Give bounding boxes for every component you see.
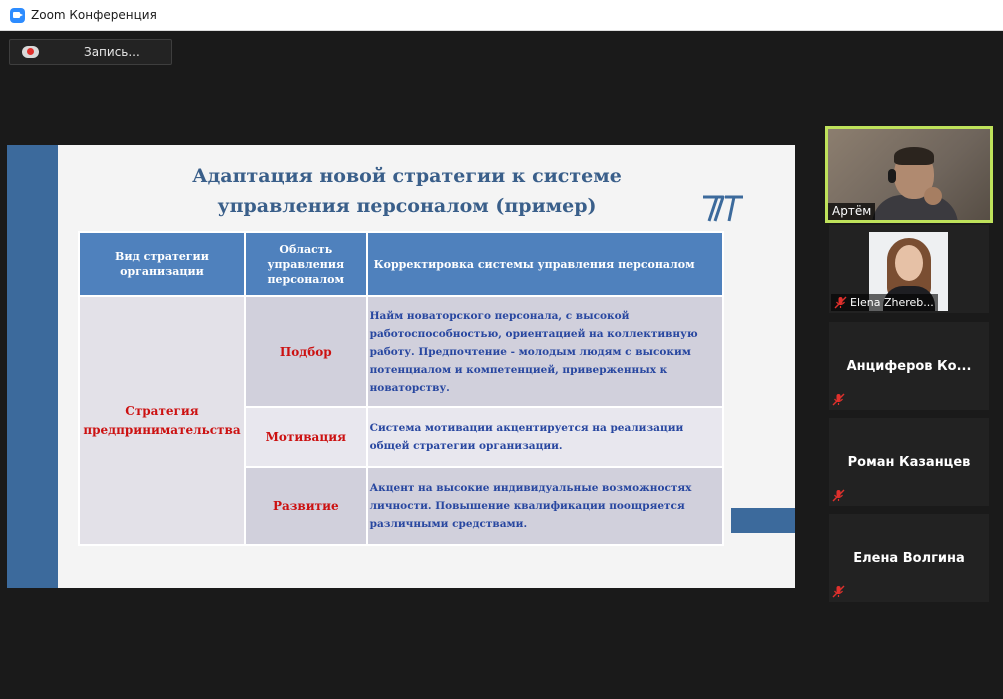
cloud-record-icon xyxy=(22,46,39,58)
title-bar xyxy=(0,0,1003,31)
participant-name: Артём xyxy=(828,203,875,220)
strategy-cell: Стратегия предпринимательства xyxy=(79,296,245,545)
slide-title-line-2: управления персоналом (пример) xyxy=(217,195,597,217)
slide-title xyxy=(157,161,657,221)
participant-name: Елена Волгина xyxy=(853,550,965,566)
slide-left-bar xyxy=(7,145,58,588)
recording-indicator[interactable] xyxy=(9,39,172,65)
avatar-face xyxy=(895,245,923,281)
university-logo-icon xyxy=(701,193,745,227)
participant-tile-active-speaker[interactable] xyxy=(825,126,993,223)
header-hr-adjustment: Корректировка системы управления персоналом xyxy=(367,232,723,296)
zoom-app-icon xyxy=(10,8,25,23)
participant-name: Elena Zhereb... xyxy=(831,294,938,311)
mic-muted-icon xyxy=(834,296,847,309)
participant-tile[interactable] xyxy=(829,322,989,410)
header-strategy-type: Вид стратегии организации xyxy=(79,232,245,296)
shared-slide xyxy=(7,145,795,588)
participant-tile[interactable] xyxy=(829,225,989,313)
participant-name: Роман Казанцев xyxy=(847,454,971,470)
participant-tile[interactable] xyxy=(829,418,989,506)
description-cell: Акцент на высокие индивидуальные возможностях личности. Повышение квалификации поощряется различными средствами. xyxy=(367,467,723,545)
table-header-row xyxy=(79,232,723,296)
description-cell: Система мотивации акцентируется на реализации общей стратегии организации. xyxy=(367,407,723,467)
participant-hand xyxy=(924,187,942,205)
area-cell: Мотивация xyxy=(245,407,367,467)
participant-hair xyxy=(894,147,934,165)
area-cell: Развитие xyxy=(245,467,367,545)
slide-right-bar xyxy=(731,508,795,533)
header-hr-area: Область управления персоналом xyxy=(245,232,367,296)
table-row xyxy=(79,296,723,407)
participant-tile[interactable] xyxy=(829,514,989,602)
headset-icon xyxy=(888,169,896,183)
mic-muted-icon xyxy=(832,489,845,502)
participant-name: Анциферов Ко... xyxy=(846,358,972,374)
strategy-table xyxy=(78,231,724,546)
description-cell: Найм новаторского персонала, с высокой работоспособностью, ориентацией на коллективную работу. Предпочтение - молодым людям с высоким потенциалом и компетенцией, приверженных к новаторству. xyxy=(367,296,723,407)
slide-title-line-1: Адаптация новой стратегии к системе xyxy=(192,165,622,187)
area-cell: Подбор xyxy=(245,296,367,407)
mic-muted-icon xyxy=(832,393,845,406)
mic-muted-icon xyxy=(832,585,845,598)
window-title: Zoom Конференция xyxy=(31,8,157,22)
recording-label: Запись... xyxy=(84,45,140,59)
